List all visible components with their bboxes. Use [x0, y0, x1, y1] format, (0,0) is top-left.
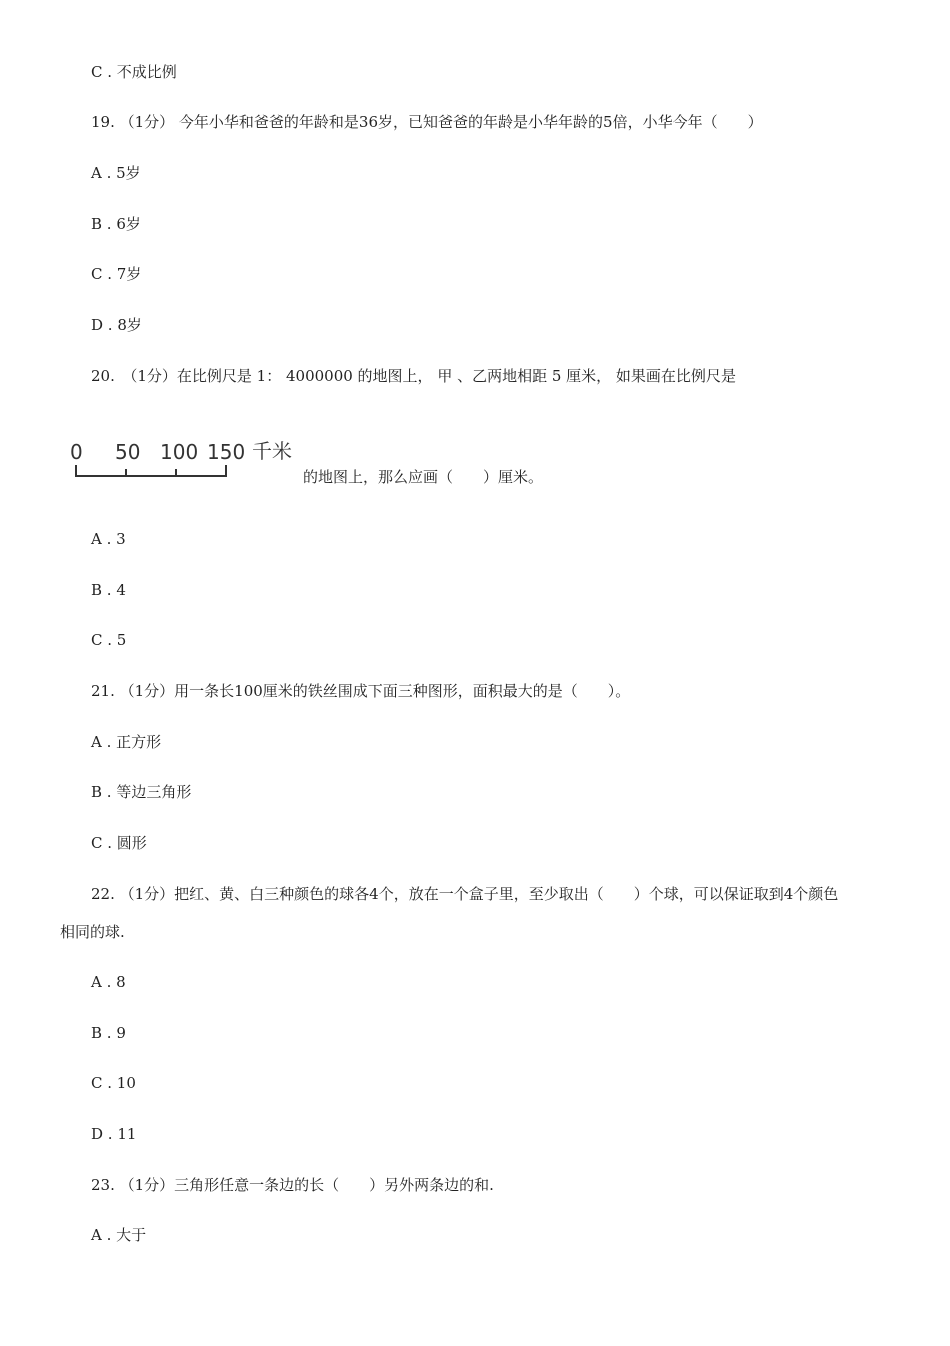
question-23: 23. （1分）三角形任意一条边的长（ ）另外两条边的和. — [91, 1176, 494, 1194]
option-19-d: D . 8岁 — [91, 316, 142, 334]
scale-bar-svg — [62, 436, 312, 486]
question-21: 21. （1分）用一条长100厘米的铁丝围成下面三种图形，面积最大的是（ ）。 — [91, 682, 631, 700]
option-20-a: A . 3 — [91, 530, 126, 548]
option-19-b: B . 6岁 — [91, 215, 141, 233]
option-c-prev: C . 不成比例 — [91, 63, 177, 81]
scale-bar-figure — [62, 436, 312, 486]
scale-tick-50: 50 — [115, 440, 141, 464]
option-22-b: B . 9 — [91, 1024, 126, 1042]
option-21-b: B . 等边三角形 — [91, 783, 192, 801]
option-19-c: C . 7岁 — [91, 265, 142, 283]
question-22-cont: 相同的球. — [60, 923, 125, 941]
option-20-b: B . 4 — [91, 581, 126, 599]
question-20: 20. （1分）在比例尺是 1： 4000000 的地图上， 甲 、乙两地相距 5 厘米， 如果画在比例尺是 — [91, 367, 736, 385]
scale-tick-100: 100 — [160, 440, 199, 464]
question-19: 19. （1分） 今年小华和爸爸的年龄和是36岁，已知爸爸的年龄是小华年龄的5倍，小华今年（ ） — [91, 113, 763, 131]
scale-bar-line — [76, 465, 226, 476]
scale-tick-0: 0 — [70, 440, 83, 464]
option-23-a: A . 大于 — [91, 1226, 147, 1244]
option-22-d: D . 11 — [91, 1125, 137, 1143]
scale-unit: 千米 — [252, 439, 292, 463]
option-19-a: A . 5岁 — [91, 164, 141, 182]
scale-tick-150: 150 — [207, 440, 246, 464]
question-22: 22. （1分）把红、黄、白三种颜色的球各4个，放在一个盒子里，至少取出（ ）个球，可以保证取到4个颜色 — [91, 885, 839, 903]
option-22-c: C . 10 — [91, 1074, 136, 1092]
question-20-cont: 的地图上，那么应画（ ）厘米。 — [303, 468, 544, 486]
option-21-a: A . 正方形 — [91, 733, 162, 751]
option-20-c: C . 5 — [91, 631, 127, 649]
option-22-a: A . 8 — [91, 973, 126, 991]
option-21-c: C . 圆形 — [91, 834, 147, 852]
